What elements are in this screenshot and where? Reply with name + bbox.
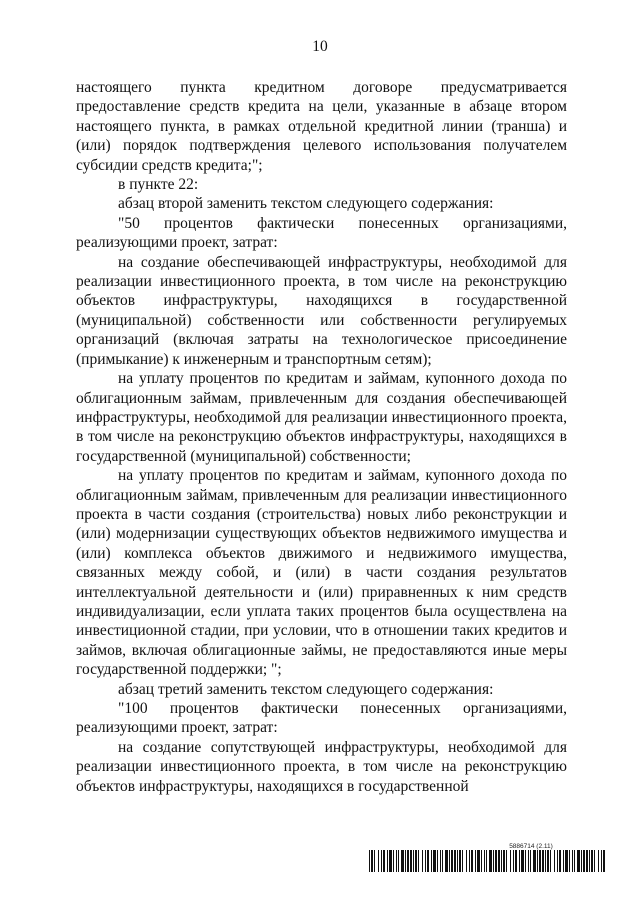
paragraph: "100 процентов фактически понесенных организациями, реализующими проект, затрат: — [76, 700, 567, 737]
paragraph: абзац третий заменить текстом следующего содержания: — [118, 680, 494, 698]
paragraph: на создание сопутствующей инфраструктуры, необходимой для реализации инвестиционного проекта, в том числе на реконструкцию объектов инфраструктуры, находящихся в государственной — [76, 738, 567, 795]
paragraph: "50 процентов фактически понесенных организациями, реализующими проект, затрат: — [76, 214, 567, 252]
page-number: 10 — [312, 38, 328, 55]
paragraph: на создание обеспечивающей инфраструктуры, необходимой для реализации инвестиционного проекта, в том числе на реконструкцию объектов инфраструктуры, находящихся в государственной (муниципальной) собственности или собственности регулируемых организаций (включая затраты на технологическое присоединение (примыкание) к инженерным и транспортным сетям); — [76, 253, 567, 368]
paragraph: в пункте 22: — [118, 176, 199, 194]
paragraph: на уплату процентов по кредитам и займам, купонного дохода по облигационным займам, привлеченным для реализации инвестиционного проекта в части создания (строительства) новых либо реконструкции и (или) модернизации существующих объектов недвижимого имущества и (или) комплекса объектов движимого и недвижимого имущества, связанных между собой, и (или) в части создания результатов интеллектуальной деятельности и (или) приравненных к ним средств индивидуализации, если уплата таких процентов была осуществлена на инвестиционной стадии, при условии, что в отношении таких кредитов и займов, включая облигационные займы, не предоставляются иные меры государственной поддержки; "; — [76, 467, 567, 679]
paragraph: абзац второй заменить текстом следующего содержания: — [118, 195, 494, 213]
barcode — [369, 850, 605, 872]
paragraph: на уплату процентов по кредитам и займам, купонного дохода по облигационным займам, привлеченным для создания обеспечивающей инфраструктуры, необходимой для реализации инвестиционного проекта, в том числе на реконструкцию объектов инфраструктуры, находящихся в государственной (муниципальной) собственности; — [76, 370, 567, 465]
document-code: 5886714 (2.11) — [509, 843, 553, 850]
paragraph: настоящего пункта кредитном договоре предусматривается предоставление средств кредита на цели, указанные в абзаце втором настоящего пункта, в рамках отдельной кредитной линии (транша) и (или) порядок подтверждения целевого использования получателем субсидии средств кредита;"; — [76, 79, 567, 174]
body-text — [76, 78, 567, 796]
